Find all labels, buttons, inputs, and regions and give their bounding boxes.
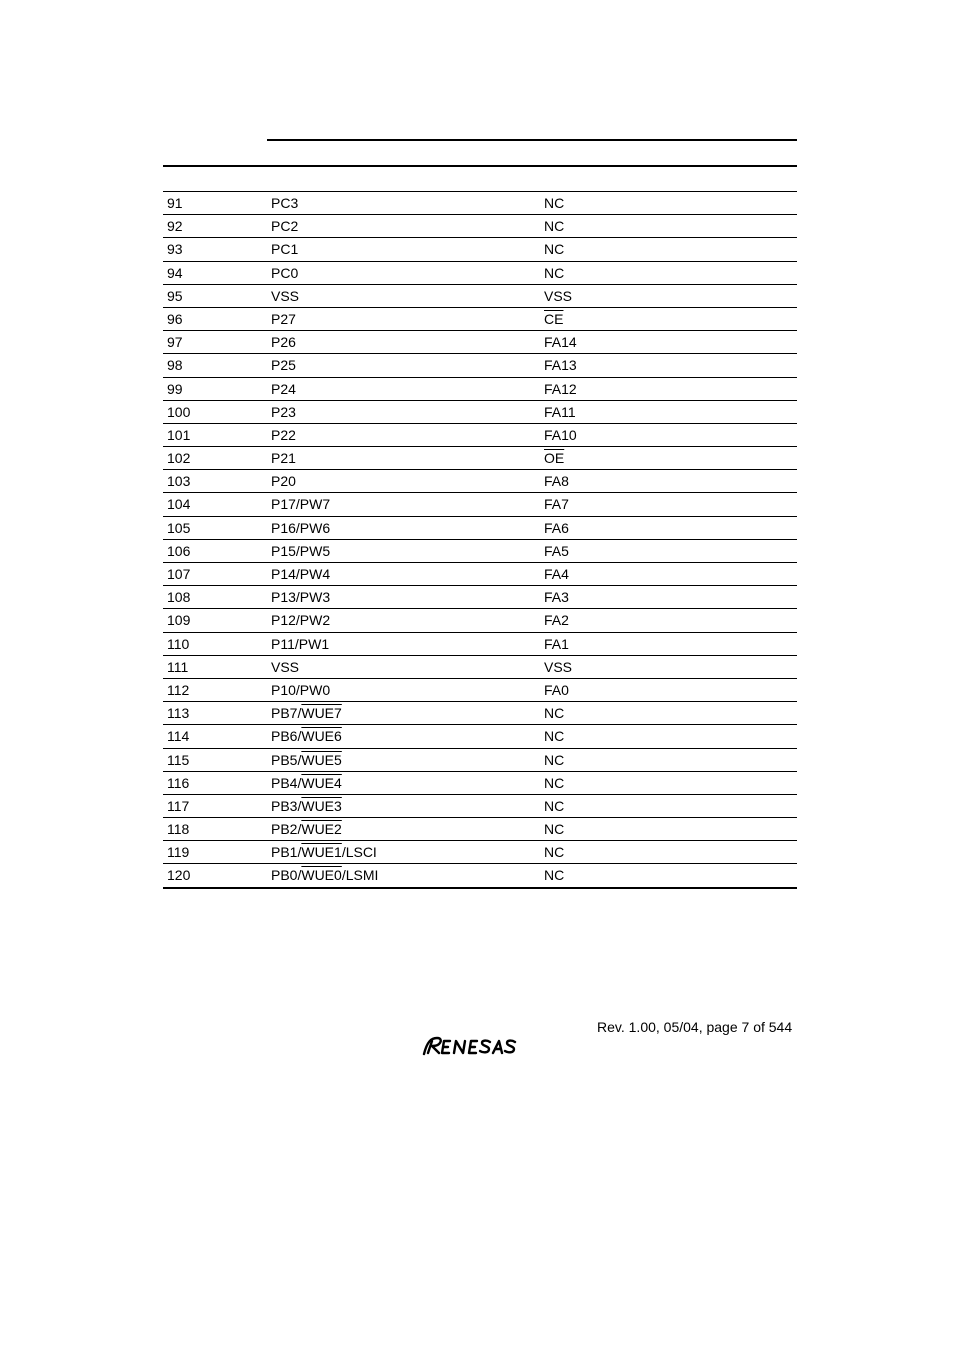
pin-name-cell-segment: FA6 xyxy=(544,519,569,536)
pin-name-cell-segment: FA2 xyxy=(544,612,569,629)
table-row xyxy=(163,378,797,401)
pin-name-cell-segment: FA11 xyxy=(544,403,576,420)
pin-name-cell xyxy=(544,262,564,284)
pin-mode-cell xyxy=(271,215,298,237)
pin-mode-cell-segment: PB5/ xyxy=(271,751,302,768)
pin-name-cell xyxy=(544,424,577,446)
pin-number-cell: 98 xyxy=(167,357,183,374)
pin-name-cell-segment: NC xyxy=(544,218,565,235)
pin-name-cell xyxy=(544,609,569,631)
pin-number-cell: 109 xyxy=(167,612,191,629)
pin-mode-cell xyxy=(271,795,342,817)
pin-name-cell-segment: FA0 xyxy=(544,681,569,698)
pin-number-cell: 100 xyxy=(167,403,191,420)
table-row xyxy=(163,470,797,493)
pin-mode-cell xyxy=(271,378,296,400)
pin-number-cell: 115 xyxy=(167,751,190,768)
pin-number-cell: 105 xyxy=(167,519,191,536)
pin-mode-cell xyxy=(271,354,296,376)
pin-name-cell-segment: NC xyxy=(544,264,565,281)
pin-mode-cell-segment: WUE3 xyxy=(301,797,342,814)
pin-mode-cell-segment: VSS xyxy=(271,287,300,304)
pin-name-cell-segment: FA1 xyxy=(544,635,569,652)
table-row xyxy=(163,285,797,308)
pin-mode-cell-segment: /LSCI xyxy=(341,844,377,861)
pin-name-cell-segment: NC xyxy=(544,241,565,258)
table-row xyxy=(163,586,797,609)
pin-mode-cell xyxy=(271,493,330,515)
table-row xyxy=(163,679,797,702)
pin-name-cell xyxy=(544,192,564,214)
pin-mode-cell-segment: P21 xyxy=(271,450,296,467)
table-row xyxy=(163,308,797,331)
pin-mode-cell xyxy=(271,470,296,492)
pin-name-cell-segment: NC xyxy=(544,751,565,768)
table-row xyxy=(163,401,797,424)
table-row xyxy=(163,609,797,632)
pin-name-cell-segment: FA14 xyxy=(544,334,577,351)
pin-name-cell xyxy=(544,679,569,701)
pin-name-cell-segment: NC xyxy=(544,821,565,838)
pin-name-cell-segment: NC xyxy=(544,797,565,814)
pin-name-cell-segment: NC xyxy=(544,867,565,884)
pin-mode-cell-segment: P13/PW3 xyxy=(271,589,331,606)
pin-name-cell-segment: VSS xyxy=(544,287,573,304)
pin-name-cell xyxy=(544,378,577,400)
pin-number-cell: 95 xyxy=(167,287,183,304)
pin-name-cell xyxy=(544,470,569,492)
table-row xyxy=(163,262,797,285)
pin-mode-cell xyxy=(271,563,330,585)
pin-name-cell xyxy=(544,841,564,863)
pin-number-cell: 118 xyxy=(167,821,190,838)
pin-name-cell xyxy=(544,354,577,376)
pin-mode-cell-segment: PB1/ xyxy=(271,844,302,861)
pin-name-cell xyxy=(544,285,572,307)
pin-name-cell-segment: FA13 xyxy=(544,357,577,374)
pin-mode-cell-segment: P11/PW1 xyxy=(271,635,330,652)
pin-name-cell-segment: FA8 xyxy=(544,473,569,490)
pin-mode-cell-segment: WUE4 xyxy=(301,774,342,791)
pin-mode-cell xyxy=(271,517,330,539)
pin-mode-cell xyxy=(271,633,329,655)
pin-mode-cell-segment: /LSMI xyxy=(341,867,379,884)
table-row xyxy=(163,424,797,447)
pin-name-cell xyxy=(544,772,564,794)
table-row xyxy=(163,772,797,795)
pin-name-cell-segment: FA3 xyxy=(544,589,569,606)
pin-number-cell: 94 xyxy=(167,264,183,281)
pin-mode-cell xyxy=(271,749,342,771)
pin-name-cell xyxy=(544,331,577,353)
pin-mode-cell-segment: P22 xyxy=(271,426,296,443)
pin-mode-cell-segment: P16/PW6 xyxy=(271,519,331,536)
pin-number-cell: 116 xyxy=(167,774,190,791)
header-rule-top xyxy=(267,139,797,141)
pin-name-cell-segment: $\overline{CE}$ xyxy=(544,310,564,327)
table-row xyxy=(163,354,797,377)
pin-number-cell: 114 xyxy=(167,728,190,745)
pin-mode-cell-segment: WUE5 xyxy=(301,751,342,768)
pin-name-cell xyxy=(544,447,564,469)
pin-name-cell xyxy=(544,540,569,562)
table-row xyxy=(163,702,797,725)
pin-mode-cell xyxy=(271,818,342,840)
pin-mode-cell-segment: WUE7 xyxy=(301,705,342,722)
pin-name-cell xyxy=(544,725,564,747)
pin-mode-cell xyxy=(271,540,330,562)
table-row xyxy=(163,331,797,354)
pin-number-cell: 93 xyxy=(167,241,183,258)
pin-mode-cell-segment: PB3/ xyxy=(271,797,302,814)
pin-mode-cell xyxy=(271,308,296,330)
pin-name-cell xyxy=(544,586,569,608)
pin-name-cell xyxy=(544,238,564,260)
table-row xyxy=(163,215,797,238)
pin-name-cell xyxy=(544,702,564,724)
pin-mode-cell-segment: PC0 xyxy=(271,264,299,281)
table-row xyxy=(163,725,797,748)
pin-number-cell: 92 xyxy=(167,218,183,235)
table-row xyxy=(163,563,797,586)
pin-name-cell-segment: $\overline{OE}$ xyxy=(544,450,565,467)
pin-mode-cell-segment: PC2 xyxy=(271,218,299,235)
pin-name-cell xyxy=(544,818,564,840)
pin-name-cell xyxy=(544,401,576,423)
pin-name-cell xyxy=(544,864,564,886)
pin-name-cell-segment: FA10 xyxy=(544,426,577,443)
pin-mode-cell xyxy=(271,192,298,214)
pin-number-cell: 111 xyxy=(167,658,189,675)
pin-name-cell-segment: FA12 xyxy=(544,380,577,397)
pin-number-cell: 110 xyxy=(167,635,190,652)
pin-number-cell: 119 xyxy=(167,844,190,861)
pin-number-cell: 99 xyxy=(167,380,183,397)
pin-mode-cell xyxy=(271,772,342,794)
pin-number-cell: 101 xyxy=(167,426,191,443)
pin-mode-cell xyxy=(271,725,342,747)
pin-mode-cell xyxy=(271,424,296,446)
pin-number-cell: 91 xyxy=(167,195,183,211)
pin-name-cell-segment: NC xyxy=(544,774,565,791)
pin-table xyxy=(163,192,797,889)
pin-mode-cell-segment: P25 xyxy=(271,357,296,374)
pin-number-cell: 102 xyxy=(167,450,191,467)
pin-mode-cell-segment: WUE2 xyxy=(301,821,342,838)
pin-name-cell-segment: NC xyxy=(544,195,565,211)
pin-mode-cell-segment: P12/PW2 xyxy=(271,612,331,629)
pin-mode-cell xyxy=(271,864,378,886)
table-row xyxy=(163,841,797,864)
table-row xyxy=(163,540,797,563)
pin-name-cell-segment: NC xyxy=(544,705,565,722)
pin-number-cell: 106 xyxy=(167,542,191,559)
pin-name-cell-segment: NC xyxy=(544,844,565,861)
pin-mode-cell-segment: WUE1 xyxy=(301,844,342,861)
pin-name-cell-segment: FA5 xyxy=(544,542,569,559)
pin-name-cell-segment: FA7 xyxy=(544,496,569,513)
pin-mode-cell-segment: PC3 xyxy=(271,195,299,211)
pin-number-cell: 108 xyxy=(167,589,191,606)
pin-mode-cell xyxy=(271,401,296,423)
pin-mode-cell-segment: PB6/ xyxy=(271,728,302,745)
pin-name-cell xyxy=(544,795,564,817)
pin-mode-cell xyxy=(271,331,296,353)
pin-mode-cell-segment: P15/PW5 xyxy=(271,542,331,559)
pin-mode-cell-segment: P10/PW0 xyxy=(271,681,331,698)
pin-mode-cell xyxy=(271,656,299,678)
pin-name-cell xyxy=(544,517,569,539)
pin-name-cell xyxy=(544,308,563,330)
pin-number-cell: 113 xyxy=(167,705,190,722)
pin-mode-cell-segment: WUE6 xyxy=(301,728,342,745)
pin-mode-cell-segment: PB2/ xyxy=(271,821,302,838)
pin-name-cell xyxy=(544,656,572,678)
renesas-logo xyxy=(422,1032,542,1058)
pin-mode-cell xyxy=(271,679,330,701)
pin-mode-cell-segment: PB0/ xyxy=(271,867,302,884)
table-row xyxy=(163,818,797,841)
pin-mode-cell-segment: PB4/ xyxy=(271,774,302,791)
pin-mode-cell xyxy=(271,841,377,863)
pin-name-cell xyxy=(544,563,569,585)
pin-mode-cell xyxy=(271,609,330,631)
pin-name-cell xyxy=(544,493,569,515)
table-row xyxy=(163,517,797,540)
page-footer-revision: Rev. 1.00, 05/04, page 7 of 544 xyxy=(597,1019,793,1035)
table-row xyxy=(163,795,797,818)
pin-mode-cell-segment: PC1 xyxy=(271,241,299,258)
table-row xyxy=(163,447,797,470)
pin-mode-cell xyxy=(271,262,298,284)
pin-name-cell xyxy=(544,633,569,655)
pin-number-cell: 117 xyxy=(167,797,190,814)
table-row xyxy=(163,238,797,261)
pin-number-cell: 120 xyxy=(167,867,191,884)
pin-mode-cell-segment: WUE0 xyxy=(301,867,342,884)
pin-number-cell: 107 xyxy=(167,566,191,582)
pin-number-cell: 103 xyxy=(167,473,191,490)
pin-name-cell-segment: NC xyxy=(544,728,565,745)
pin-mode-cell xyxy=(271,238,298,260)
pin-mode-cell-segment: P24 xyxy=(271,380,296,397)
table-row xyxy=(163,864,797,888)
pin-mode-cell-segment: P14/PW4 xyxy=(271,566,331,582)
pin-number-cell: 104 xyxy=(167,496,191,513)
pin-mode-cell xyxy=(271,285,299,307)
pin-mode-cell-segment: P23 xyxy=(271,403,296,420)
pin-name-cell xyxy=(544,749,564,771)
pin-mode-cell xyxy=(271,586,330,608)
pin-mode-cell-segment: PB7/ xyxy=(271,705,302,722)
pin-mode-cell xyxy=(271,447,296,469)
table-row xyxy=(163,192,797,215)
header-rule-middle xyxy=(163,165,797,167)
pin-name-cell-segment: VSS xyxy=(544,658,573,675)
pin-name-cell xyxy=(544,215,564,237)
pin-name-cell-segment: FA4 xyxy=(544,566,569,582)
table-row xyxy=(163,656,797,679)
pin-number-cell: 97 xyxy=(167,334,183,351)
pin-mode-cell-segment: P17/PW7 xyxy=(271,496,331,513)
pin-mode-cell xyxy=(271,702,342,724)
table-row xyxy=(163,493,797,516)
pin-number-cell: 112 xyxy=(167,681,190,698)
pin-mode-cell-segment: P26 xyxy=(271,334,296,351)
table-row xyxy=(163,749,797,772)
table-row xyxy=(163,633,797,656)
pin-mode-cell-segment: P27 xyxy=(271,310,296,327)
pin-mode-cell-segment: P20 xyxy=(271,473,296,490)
pin-mode-cell-segment: VSS xyxy=(271,658,300,675)
pin-number-cell: 96 xyxy=(167,310,183,327)
